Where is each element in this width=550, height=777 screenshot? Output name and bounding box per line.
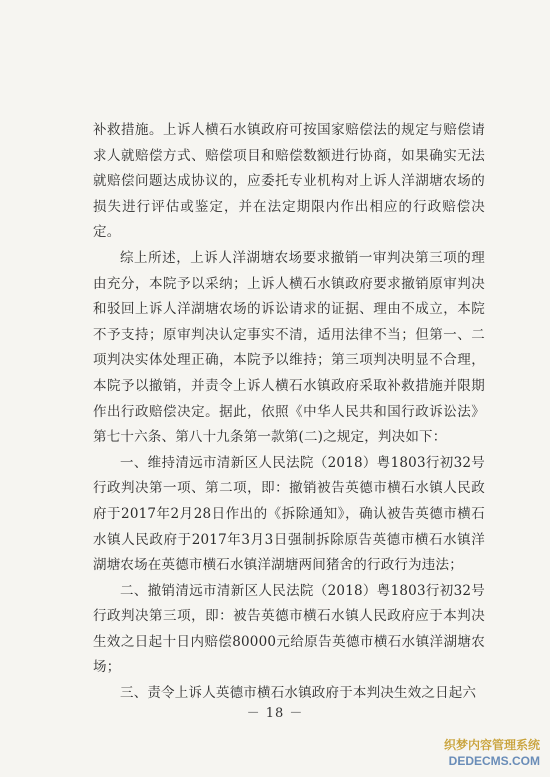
paragraph-3: 一、维持清远市清新区人民法院（2018）粤1803行初32号行政判决第一项、第二项，即：撤销被告英德市横石水镇人民政府于2017年2月28日作出的《拆除通知》，确认被告英德市横石水镇人民政府于2017年3月3日强制拆除原告英德市横石水镇洋湖塘农场在英德市横石水镇洋湖塘两间猪舍的行政行为违法；	[93, 454, 485, 574]
paragraph-1: 补救措施。上诉人横石水镇政府可按国家赔偿法的规定与赔偿请求人就赔偿方式、赔偿项目和赔偿数额进行协商，如果确实无法就赔偿问题达成协议的，应委托专业机构对上诉人洋湖塘农场的损失进行评估或鉴定，并在法定期限内作出相应的行政赔偿决定。	[93, 122, 485, 241]
watermark-text: 织梦内容管理系统	[443, 738, 540, 752]
paragraph-4: 二、撤销清远市清新区人民法院（2018）粤1803行初32号行政判决第三项，即：被告英德市横石水镇人民政府应于本判决生效之日起十日内赔偿80000元给原告英德市横石水镇洋湖塘农场；	[93, 582, 485, 676]
paragraph-5: 三、责令上诉人英德市横石水镇政府于本判决生效之日起六	[120, 685, 477, 702]
watermark	[400, 737, 540, 769]
watermark-url: DEDECMS.COM	[448, 754, 540, 768]
page-number: － 18 －	[246, 706, 304, 721]
paragraph-2: 综上所述，上诉人洋湖塘农场要求撤销一审判决第三项的理由充分，本院予以采纳；上诉人横石水镇政府要求撤销原审判决和驳回上诉人洋湖塘农场的诉讼请求的证据、理由不成立，本院不予支持；原审判决认定事实不清，适用法律不当；但第一、二项判决实体处理正确，本院予以维持；第三项判决明显不合理，本院予以撤销，并责令上诉人横石水镇政府采取补救措施并限期作出行政赔偿决定。据此，依照《中华人民共和国行政诉讼法》第七十六条、第八十九条第一款第(二)之规定，判决如下：	[93, 249, 485, 446]
document-body	[93, 118, 485, 707]
